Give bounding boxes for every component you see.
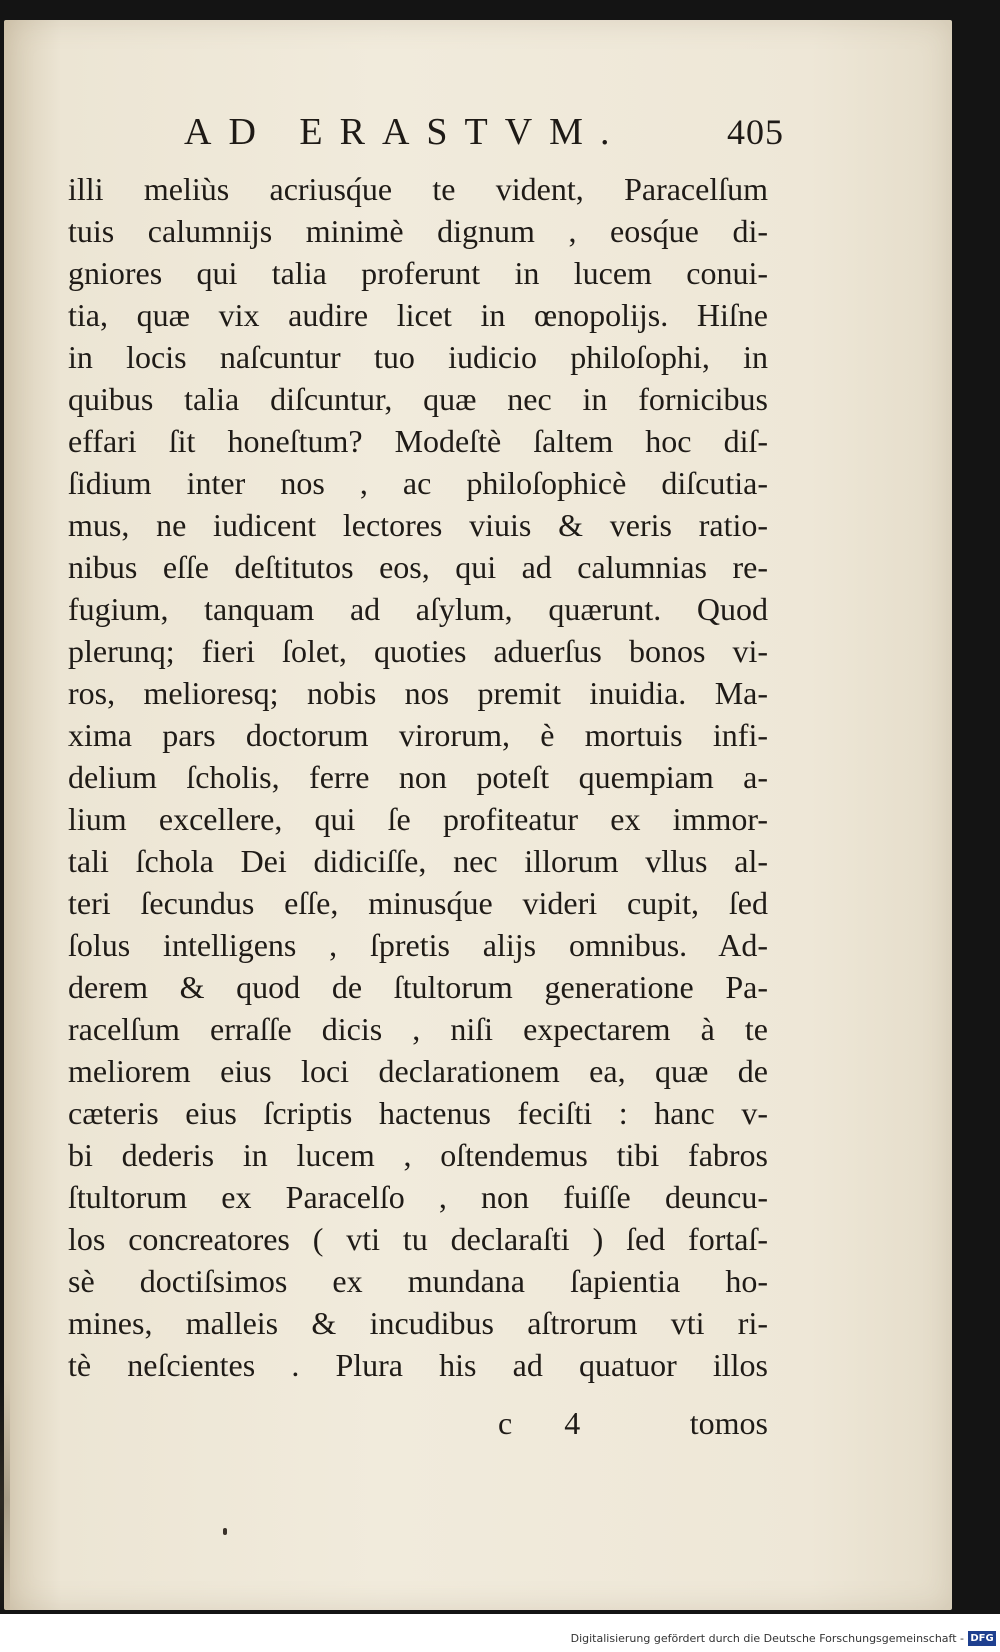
text-line: mines, malleis & incudibus aſtrorum vti ri- [68,1305,768,1341]
text-line: effari ſit honeſtum? Modeſtè ſaltem hoc diſ- [68,423,768,459]
text-line: ſtultorum ex Paracelſo , non fuiſſe deuncu- [68,1179,768,1215]
text-line: tuis calumnijs minimè dignum , eosq́ue di- [68,213,768,249]
page-footer [68,1400,768,1446]
text-line: gniores qui talia proferunt in lucem conui- [68,255,768,291]
text-line: ros, melioresq; nobis nos premit inuidia. Ma- [68,675,768,711]
text-line: nibus eſſe deſtitutos eos, qui ad calumnias re- [68,549,768,585]
funding-credit: Digitalisierung gefördert durch die Deutsche Forschungsgemeinschaft - [570,1632,964,1645]
ink-speck [223,1528,227,1535]
text-line: mus, ne iudicent lectores viuis & veris ratio- [68,507,768,543]
running-head: AD ERASTVM. [184,111,627,153]
text-line: derem & quod de ſtultorum generatione Pa- [68,969,768,1005]
catchword: tomos [689,1405,768,1441]
text-line: fugium, tanquam ad aſylum, quærunt. Quod [68,591,768,627]
text-line: racelſum erraſſe dicis , niſi expectarem à te [68,1011,768,1047]
text-line: tia, quæ vix audire licet in œnopolijs. Hiſne [68,297,768,333]
text-line: ſidium inter nos , ac philoſophicè diſcutia- [68,465,768,501]
text-line: plerunq; fieri ſolet, quoties aduerſus bonos vi- [68,633,768,669]
text-line: meliorem eius loci declarationem ea, quæ de [68,1053,768,1089]
body-text [68,168,768,1386]
text-line: tè neſcientes . Plura his ad quatuor illos [68,1347,768,1383]
text-line: delium ſcholis, ferre non poteſt quempiam a- [68,759,768,795]
signature-mark: c 4 [498,1405,603,1441]
page-number: 405 [727,112,784,152]
text-line: sè doctiſsimos ex mundana ſapientia ho- [68,1263,768,1299]
text-line: bi dederis in lucem , oſtendemus tibi fabros [68,1137,768,1173]
text-line: tali ſchola Dei didiciſſe, nec illorum vllus al- [68,843,768,879]
text-line: in locis naſcuntur tuo iudicio philoſophi, in [68,339,768,375]
page-header [184,102,784,162]
text-line: cæteris eius ſcriptis hactenus feciſti : hanc v- [68,1095,768,1131]
dfg-logo-icon: DFG [968,1631,996,1646]
text-line: ſolus intelligens , ſpretis alijs omnibus. Ad- [68,927,768,963]
page-edge-wear [0,1380,10,1620]
text-line: illi meliùs acriusq́ue te vident, Paracelſum [68,171,768,207]
text-line: los concreatores ( vti tu declaraſti ) ſed fortaſ- [68,1221,768,1257]
text-line: xima pars doctorum virorum, è mortuis infi- [68,717,768,753]
text-line: lium excellere, qui ſe profiteatur ex immor- [68,801,768,837]
text-line: quibus talia diſcuntur, quæ nec in fornicibus [68,381,768,417]
text-line: teri ſecundus eſſe, minusq́ue videri cupit, ſed [68,885,768,921]
book-page [4,20,952,1610]
